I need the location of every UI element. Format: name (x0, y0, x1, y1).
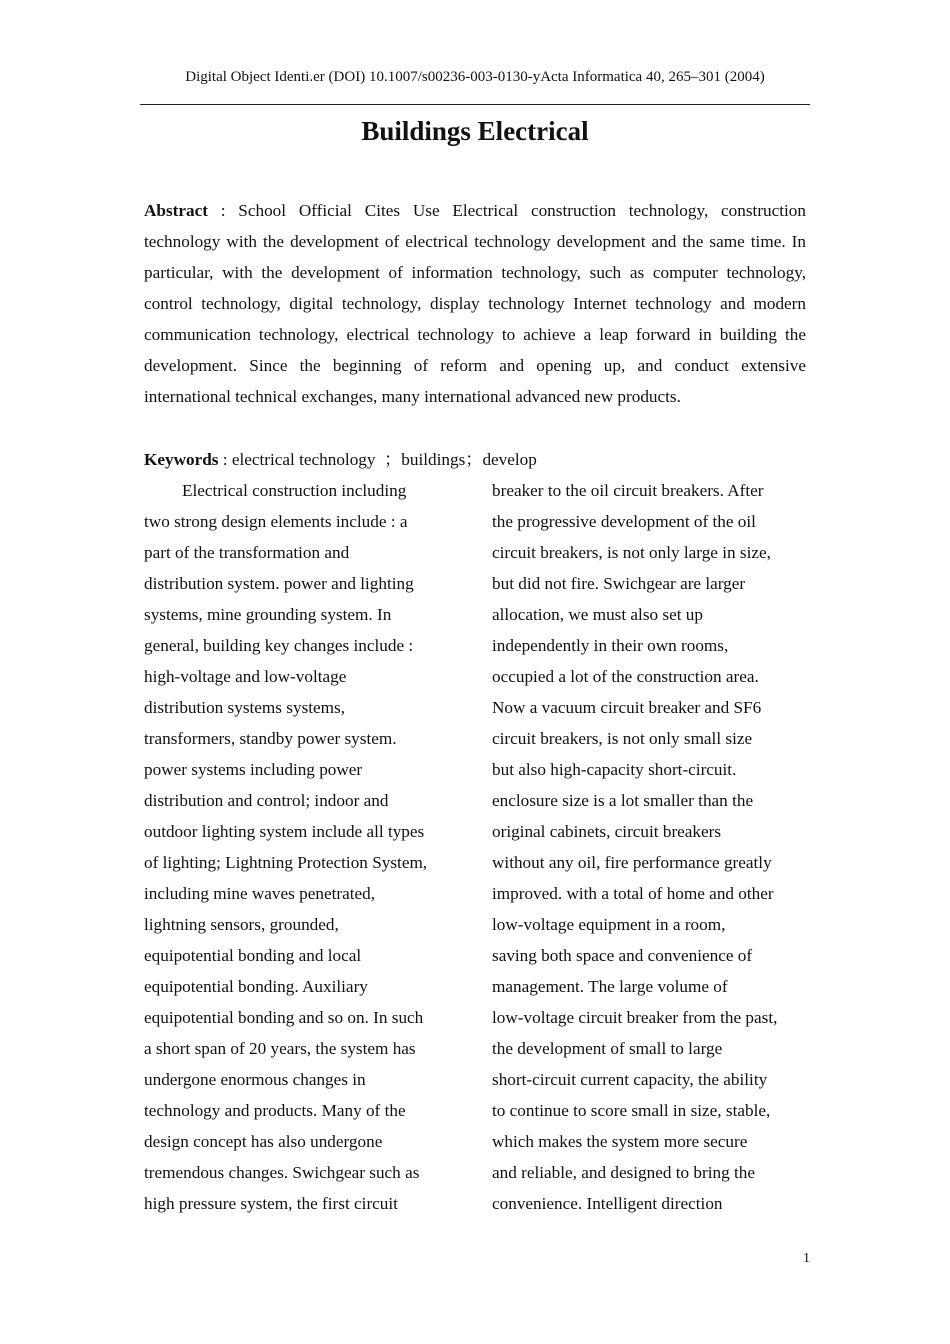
keywords-text: : electrical technology ；buildings；develop (218, 450, 537, 469)
body-line: high pressure system, the first circuit (144, 1194, 398, 1213)
body-line: lightning sensors, grounded, (144, 915, 339, 934)
body-line: tremendous changes. Swichgear such as (144, 1163, 420, 1182)
abstract (144, 195, 806, 412)
body-line: which makes the system more secure (492, 1132, 748, 1151)
body-line: original cabinets, circuit breakers (492, 822, 722, 841)
body-line: two strong design elements include : a (144, 512, 408, 531)
doi-header: Digital Object Identi.er (DOI) 10.1007/s00236-003-0130-yActa Informatica 40, 265–301 (2004) (185, 69, 765, 85)
body-line: allocation, we must also set up (492, 605, 703, 624)
body-line: to continue to score small in size, stable, (492, 1101, 771, 1120)
body-right-column (492, 475, 822, 1219)
body-line: design concept has also undergone (144, 1132, 383, 1151)
body-line: breaker to the oil circuit breakers. After (492, 481, 764, 500)
body-line: occupied a lot of the construction area. (492, 667, 759, 686)
body-line: distribution systems systems, (144, 698, 346, 717)
abstract-label: Abstract (144, 201, 208, 220)
keywords (144, 444, 806, 475)
body-line: without any oil, fire performance greatly (492, 853, 772, 872)
body-line: systems, mine grounding system. In (144, 605, 392, 624)
body-line: transformers, standby power system. (144, 729, 397, 748)
paper-title: Buildings Electrical (361, 116, 589, 146)
body-line: short-circuit current capacity, the ability (492, 1070, 768, 1089)
body-line: technology and products. Many of the (144, 1101, 406, 1120)
body-line: and reliable, and designed to bring the (492, 1163, 755, 1182)
body-line: independently in their own rooms, (492, 636, 729, 655)
body-line: the progressive development of the oil (492, 512, 756, 531)
body-line: convenience. Intelligent direction (492, 1194, 723, 1213)
body-line: distribution and control; indoor and (144, 791, 389, 810)
body-line: saving both space and convenience of (492, 946, 753, 965)
body-line: low-voltage equipment in a room, (492, 915, 726, 934)
body-line: circuit breakers, is not only large in size, (492, 543, 771, 562)
body-line: Now a vacuum circuit breaker and SF6 (492, 698, 762, 717)
body-left-column (144, 475, 474, 1219)
body-line: circuit breakers, is not only small size (492, 729, 753, 748)
body-line: equipotential bonding. Auxiliary (144, 977, 368, 996)
keywords-label: Keywords (144, 450, 219, 469)
body-line: Electrical construction including (182, 481, 407, 500)
abstract-text: : School Official Cites Use Electrical construction technology, construction technology with the development of electrical technology development and the same time. In particular, with the development of information technology, such as computer technology, control technology, digital technology, display technology Internet technology and modern communication technology, electrical technology to achieve a leap forward in building the development. Since the beginning of reform and opening up, and conduct extensive international technical exchanges, many international advanced new products. (144, 201, 806, 406)
header-rule (140, 104, 810, 105)
body-line: outdoor lighting system include all types (144, 822, 425, 841)
body-line: including mine waves penetrated, (144, 884, 375, 903)
body-line: of lighting; Lightning Protection System, (144, 853, 428, 872)
body-line: a short span of 20 years, the system has (144, 1039, 416, 1058)
body-line: general, building key changes include : (144, 636, 414, 655)
body-line: equipotential bonding and local (144, 946, 362, 965)
body-line: equipotential bonding and so on. In such (144, 1008, 424, 1027)
body-line: power systems including power (144, 760, 363, 779)
body-line: high-voltage and low-voltage (144, 667, 347, 686)
body-line: part of the transformation and (144, 543, 350, 562)
body-line: enclosure size is a lot smaller than the (492, 791, 754, 810)
body-line: the development of small to large (492, 1039, 723, 1058)
page-number: 1 (803, 1251, 810, 1266)
body-line: undergone enormous changes in (144, 1070, 366, 1089)
body-line: low-voltage circuit breaker from the past, (492, 1008, 778, 1027)
body-line: distribution system. power and lighting (144, 574, 414, 593)
body-line: but did not fire. Swichgear are larger (492, 574, 746, 593)
body-line: improved. with a total of home and other (492, 884, 774, 903)
body-line: but also high-capacity short-circuit. (492, 760, 737, 779)
body-line: management. The large volume of (492, 977, 728, 996)
